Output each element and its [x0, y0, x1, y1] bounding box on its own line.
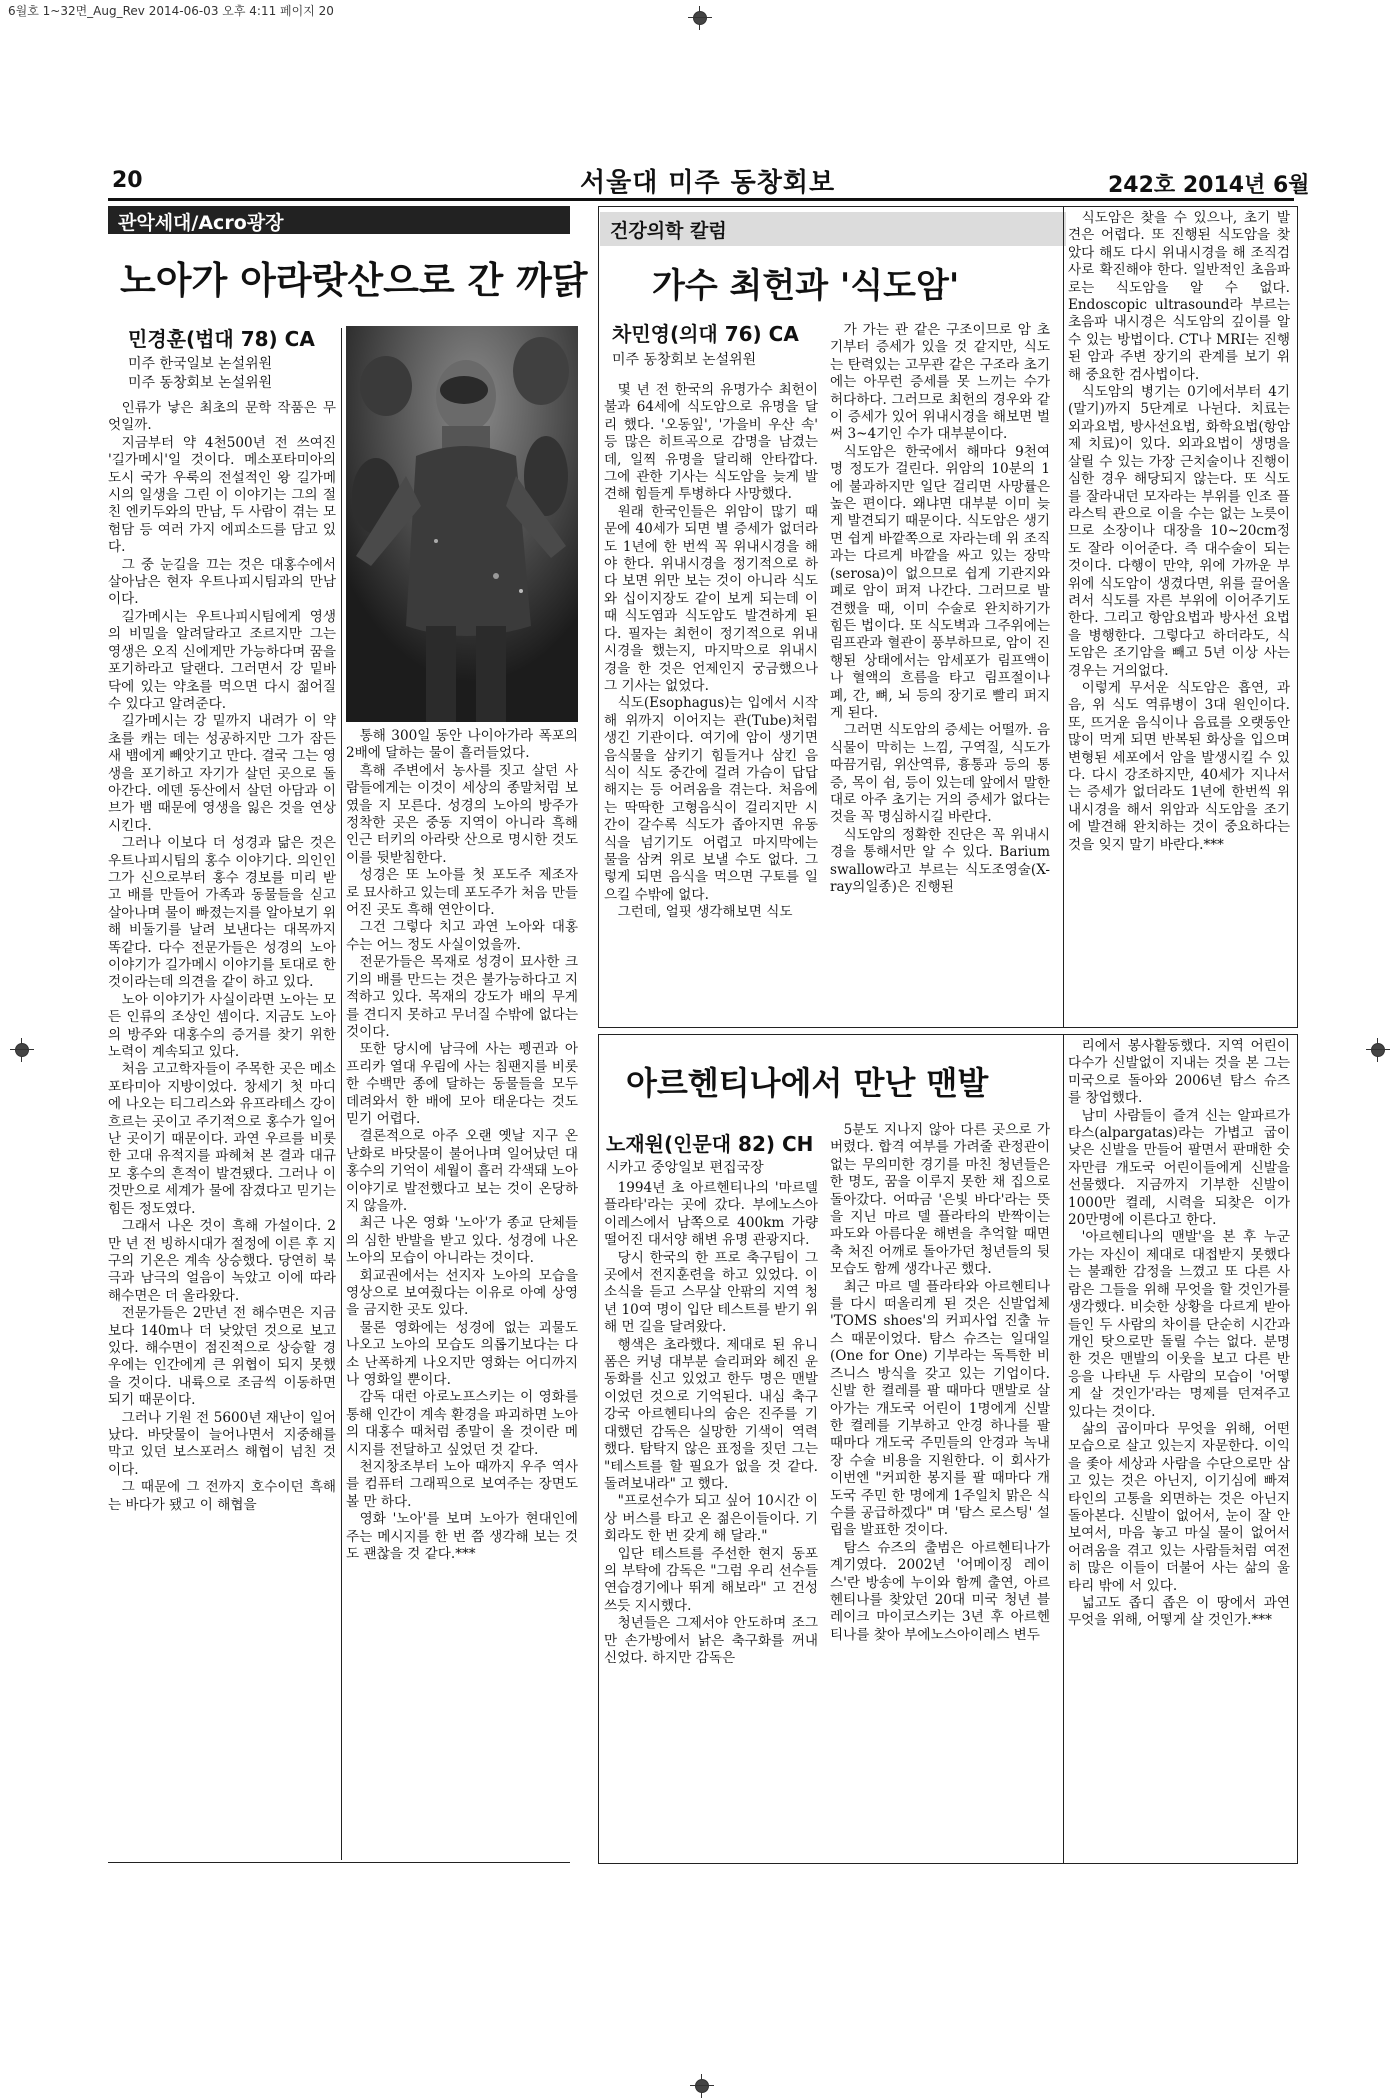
paragraph: 남미 사람들이 즐겨 신는 알파르가타스(alpargatas)라는 가볍고 굽이 낮은 신발을 만들어 팔면서 판매한 숫자만큼 개도국 어린이들에게 신발을 선물했다. 지금까지 기부한 신발이 1000만 켤레, 시력을 되찾은 이가 20만명에 이른다고 한다. — [1068, 1107, 1290, 1229]
paragraph: 흑해 주변에서 농사를 짓고 살던 사람들에게는 이것이 세상의 종말처럼 보였을 지 모른다. 성경의 노아의 방주가 정착한 곳은 중동 지역이 아니라 흑해 인근 터키의 아라랏 산으로 명시한 것도 이를 뒷받침한다. — [346, 762, 578, 866]
paragraph: 물론 영화에는 성경에 없는 괴물도 나오고 노아의 모습도 의롭기보다는 다소 난폭하게 나오지만 영화는 어디까지나 영화일 뿐이다. — [346, 1319, 578, 1389]
article3-headline: 아르헨티나에서 만난 맨발 — [626, 1064, 989, 1102]
article3-affiliation: 시카고 중앙일보 편집국장 — [606, 1160, 764, 1176]
paragraph: 식도암은 찾을 수 있으나, 초기 발견은 어렵다. 또 진행된 식도암을 찾았다 해도 다시 위내시경을 해 조직검사로 확진해야 한다. 일반적인 초음파로는 식도암을 알 수 없다. Endoscopic ultrasound라 부르는 초음파 내시경은 식도암의 깊이를 알 수 있는 방법이다. CT나 MRI는 진행된 암과 주변 장기의 관계를 보기 위해 중요한 검사법이다. — [1068, 210, 1290, 383]
paragraph: 가 가는 관 같은 구조이므로 암 초기부터 증세가 있을 것 같지만, 식도는 탄력있는 고무관 같은 구조라 초기에는 아무런 증세를 못 느끼는 수가 허다하다. 그러므로 최헌의 경우와 같이 증세가 있어 위내시경을 해보면 벌써 3~4기인 수가 대부분이다. — [830, 322, 1050, 443]
paragraph: 입단 테스트를 주선한 현지 동포의 부탁에 감독은 "그럼 우리 선수들 연습경기에나 뛰게 해보라" 고 건성 쓰듯 지시했다. — [604, 1545, 818, 1614]
article2-headline: 가수 최헌과 '식도암' — [652, 266, 960, 306]
paragraph: 길가메시는 강 밑까지 내려가 이 약초를 캐는 데는 성공하지만 그가 잠든 새 뱀에게 빼앗기고 만다. 결국 그는 영생을 포기하고 자기가 살던 곳으로 돌아간다. 에덴 동산에서 살던 아담과 이브가 뱀 때문에 영생을 잃은 것을 연상시킨다. — [108, 713, 336, 834]
article3-column-2 — [830, 1122, 1050, 1856]
article1-column-1 — [108, 400, 336, 1860]
registration-mark-icon — [688, 6, 712, 30]
paragraph: 그건 그렇다 치고 과연 노아와 대홍수는 어느 정도 사실이었을까. — [346, 919, 578, 953]
article1-bottom-rule — [108, 1862, 570, 1863]
paragraph: 노아 이야기가 사실이라면 노아는 모든 인류의 조상인 셈이다. 지금도 노아의 방주와 대홍수의 증거를 찾기 위한 노력이 계속되고 있다. — [108, 991, 336, 1061]
paragraph: 그 중 눈길을 끄는 것은 대홍수에서 살아남은 현자 우트나피시팀과의 만남이다. — [108, 556, 336, 608]
article1-column-2 — [346, 728, 578, 1860]
paragraph: 결론적으로 아주 오랜 옛날 지구 온난화로 바닷물이 불어나며 일어났던 대홍수의 기억이 세월이 흘러 각색돼 노아 이야기로 발전했다고 보는 것이 온당하지 않을까. — [346, 1128, 578, 1214]
paragraph: 청년들은 그제서야 안도하며 조그만 손가방에서 낡은 축구화를 꺼내 신었다. 하지만 감독은 — [604, 1615, 818, 1666]
paragraph: 이렇게 무서운 식도암은 흡연, 과음, 위 식도 역류병이 3대 원인이다. 또, 뜨거운 음식이나 음료를 오랫동안 많이 먹게 되면 반복된 화상을 입으며 변형된 세포에서 암을 발생시킬 수 있다. 다시 강조하지만, 40세가 지나서는 증세가 없더라도 1년에 한번씩 위내시경을 해서 위암과 식도암을 조기에 발견해 완치하는 것이 중요하다는 것을 잊지 말기 바란다.*** — [1068, 679, 1290, 853]
paragraph: 몇 년 전 한국의 유명가수 최헌이 불과 64세에 식도암으로 유명을 달리 했다. '오동잎', '가을비 우산 속' 등 많은 히트곡으로 감명을 남겼는데, 일찍 유명을 달리해 안타깝다. 그에 관한 기사는 식도암을 늦게 발견해 힘들게 투병하다 사망했다. — [604, 382, 818, 503]
article3-byline — [606, 1128, 813, 1178]
paragraph: 그래서 나온 것이 흑해 가설이다. 2만 년 전 빙하시대가 절정에 이른 후 지구의 기온은 계속 상승했다. 당연히 북극과 남극의 얼음이 녹았고 이에 따라 해수면은 더 올라왔다. — [108, 1218, 336, 1304]
paragraph: 성경은 또 노아를 첫 포도주 제조자로 묘사하고 있는데 포도주가 처음 만들어진 곳도 흑해 연안이다. — [346, 867, 578, 919]
paragraph: 1994년 초 아르헨티나의 '마르델 플라타'라는 곳에 갔다. 부에노스아이레스에서 남쪽으로 400km 가량 떨어진 대서양 해변 유명 관광지다. — [604, 1180, 818, 1249]
article3-author: 노재원(인문대 82) CH — [606, 1132, 814, 1156]
paragraph: 원래 한국인들은 위암이 많기 때문에 40세가 되면 별 증세가 없더라도 1년에 한 번씩 꼭 위내시경을 해야 한다. 위내시경을 정기적으로 하다 보면 위만 보는 것이 아니라 식도와 십이지장도 같이 보게 되는데 이때 식도염과 식도암도 발견하게 된다. 필자는 최헌이 정기적으로 위내시경을 했는지, 마지막으로 위내시경을 한 것은 언제인지 궁금했으나 그 기사는 없었다. — [604, 503, 818, 694]
paragraph: 식도암의 정확한 진단은 꼭 위내시경을 통해서만 알 수 있다. Barium swallow라고 부르는 식도조영술(X-ray의일종)은 진행된 — [830, 826, 1050, 895]
column-rule — [1063, 206, 1064, 1028]
paragraph: 회교권에서는 선지자 노아의 모습을 영상으로 보여줬다는 이유로 아예 상영을 금지한 곳도 있다. — [346, 1267, 578, 1319]
section-label-health: 건강의학 칼럼 — [600, 212, 1066, 246]
article2-affiliation: 미주 동창회보 논설위원 — [612, 352, 757, 368]
paragraph: 식도암은 한국에서 해마다 9천여 명 정도가 걸린다. 위암의 10분의 1에 불과하지만 일단 걸리면 사망률은 높은 편이다. 왜냐면 대부분 이미 늦게 발견되기 때문이다. 식도암은 생기면 쉽게 바깥쪽으로 자라는데 위 조직과는 다르게 바깥을 싸고 있는 장막(serosa)이 없으므로 쉽게 기관지와 폐로 암이 퍼져 나간다. 그러므로 발견했을 때, 이미 수술로 완치하기가 힘든 법이다. 또 식도벽과 그주위에는 림프관과 혈관이 풍부하므로, 암이 진행된 상태에서는 암세포가 림프액이나 혈액의 흐름을 타고 림프절이나 폐, 간, 뼈, 뇌 등의 장기로 빨리 퍼지게 된다. — [830, 443, 1050, 721]
article2-byline — [612, 318, 799, 370]
article1-affiliation-1: 미주 한국일보 논설위원 — [128, 356, 273, 372]
paragraph: 영화 '노아'를 보며 노아가 현대인에 주는 메시지를 한 번 쯤 생각해 보는 것도 괜찮을 것 같다.*** — [346, 1511, 578, 1563]
paragraph: 그러나 기원 전 5600년 재난이 일어났다. 바닷물이 늘어나면서 지중해를 막고 있던 보스포러스 해협이 넘친 것이다. — [108, 1409, 336, 1478]
paragraph: 삶의 곱이마다 무엇을 위해, 어떤 모습으로 살고 있는지 자문한다. 이익을 좇아 세상과 사람을 수단으로만 삼고 있는 것은 아닌지, 이기심에 빠져 타인의 고통을 외면하는 것은 아닌지 돌아본다. 신발이 없어서, 눈이 잘 안 보여서, 마음 놓고 마실 물이 없어서 어려움을 겪고 있는 사람들처럼 여전히 많은 이들이 더불어 사는 삶의 울타리 밖에 서 있다. — [1068, 1420, 1290, 1594]
column-rule — [1063, 1034, 1064, 1864]
issue-label: 242호 2014년 6월 — [1108, 173, 1310, 198]
article2-column-3 — [1068, 210, 1290, 1022]
article1-byline — [128, 323, 315, 393]
article1-headline: 노아가 아라랏산으로 간 까닭 — [120, 259, 588, 302]
noah-movie-still-image — [346, 326, 578, 722]
article2-author: 차민영(의대 76) CA — [612, 322, 799, 346]
paragraph: 통해 300일 동안 나이아가라 폭포의 2배에 달하는 물이 흘러들었다. — [346, 728, 578, 762]
paragraph: 그러나 이보다 더 성경과 닮은 것은 우트나피시팀의 홍수 이야기다. 의인인 그가 신으로부터 홍수 경보를 미리 받고 배를 만들어 가족과 동물들을 싣고 살아나며 물이 빠졌는지를 알아보기 위해 비둘기를 날려 보낸다는 대목까지 똑같다. 다수 전문가들은 성경의 노아 이야기가 길가메시 이야기를 토대로 한 것이라는데 의견을 같이 하고 있다. — [108, 835, 336, 991]
paragraph: 넓고도 좁디 좁은 이 땅에서 과연 무엇을 위해, 어떻게 살 것인가.*** — [1068, 1595, 1290, 1629]
article1-author: 민경훈(법대 78) CA — [128, 327, 315, 351]
paragraph: 5분도 지나지 않아 다른 곳으로 가버렸다. 합격 여부를 가려줄 관정관이 없는 무의미한 경기를 마친 청년들은 한 명도, 꿈을 이루지 못한 채 집으로 돌아갔다. 어따금 '은빛 바다'라는 뜻을 지닌 마르 델 플라타의 반짝이는 파도와 아름다운 해변을 추억할 때면 축 처진 어깨로 돌아가던 청년들의 뒷모습도 함께 생각나곤 했다. — [830, 1122, 1050, 1278]
article1-photo — [346, 326, 578, 722]
paragraph: 탐스 슈즈의 출범은 아르헨티나가 계기였다. 2002년 '어메이징 레이스'란 방송에 누이와 함께 출연, 아르헨티나를 찾았던 20대 미국 청년 블레이크 마이코스키는 3년 후 아르헨티나를 찾아 부에노스아이레스 변두 — [830, 1539, 1050, 1643]
article2-column-2 — [830, 322, 1050, 1022]
paragraph: 전문가들은 2만년 전 해수면은 지금보다 140m나 더 낮았던 것으로 보고 있다. 해수면이 점진적으로 상승할 경우에는 인간에게 큰 위협이 되지 못했을 것이다. 내륙으로 조금씩 이동하면 되기 때문이다. — [108, 1305, 336, 1409]
paragraph: 그런데, 얼핏 생각해보면 식도 — [617, 904, 793, 921]
paragraph: 최근 나온 영화 '노아'가 종교 단체들의 심한 반발을 받고 있다. 성경에 나온 노아의 모습이 아니라는 것이다. — [346, 1215, 578, 1267]
paragraph: 길가메시는 우트나피시팀에게 영생의 비밀을 알려달라고 조르지만 그는 영생은 오직 신에게만 가능하다며 꿈을 포기하라고 달랜다. 그러면서 강 밑바닥에 있는 약초를 먹으면 다시 젊어질 수 있다고 알려준다. — [108, 608, 336, 712]
paragraph: 당시 한국의 한 프로 축구팀이 그 곳에서 전지훈련을 하고 있었다. 이 소식을 듣고 스무살 안팎의 지역 청년 10여 명이 입단 테스트를 받기 위해 먼 길을 달려왔다. — [604, 1249, 818, 1336]
paragraph: 감독 대런 아로노프스키는 이 영화를 통해 인간이 계속 환경을 파괴하면 노아의 대홍수 때처럼 종말이 올 것이란 메시지를 전달하고 싶었던 것 같다. — [346, 1389, 578, 1458]
article1-affiliation-2: 미주 동창회보 논설위원 — [128, 375, 273, 391]
page-number: 20 — [112, 168, 143, 193]
paragraph: 그 때문에 그 전까지 호수이던 흑해는 바다가 됐고 이 해협을 — [108, 1479, 336, 1513]
paragraph: 전문가들은 목재로 성경이 묘사한 크기의 배를 만드는 것은 불가능하다고 지적하고 있다. 목재의 강도가 배의 무게를 견디지 못하고 무너질 수밖에 없다는 것이다. — [346, 954, 578, 1040]
paragraph: 또한 당시에 남극에 사는 펭귄과 아프리카 열대 우림에 사는 침팬지를 비롯한 수백만 종에 달하는 동물들을 모두 데려와서 한 배에 모아 태운다는 것도 믿기 어렵다. — [346, 1041, 578, 1127]
article3-column-3 — [1068, 1038, 1290, 1856]
paragraph: 그러면 식도암의 증세는 어떨까. 음식물이 막히는 느낌, 구역질, 식도가 따끔거림, 위산역류, 흉통과 등의 통증, 목이 쉼, 등이 있는데 앞에서 말한 대로 아주 초기는 거의 증세가 없다는 것을 꼭 명심하시길 바란다. — [830, 722, 1050, 826]
article3-column-1 — [604, 1180, 818, 1856]
paragraph: 식도(Esophagus)는 입에서 시작해 위까지 이어지는 관(Tube)처럼 생긴 기관이다. 여기에 암이 생기면 음식물을 삼키기 힘들거나 삼킨 음식이 식도 중간에 걸려 가슴이 답답해지는 등 어려움을 겪는다. 처음에는 딱딱한 고형음식이 걸리지만 시간이 갈수록 식도가 좁아지면 유동식을 넘기기도 어렵고 마지막에는 물을 삼켜 위로 보낼 수도 없다. 그렇게 되면 음식을 먹으면 구토를 일으킬 수밖에 없다. — [604, 695, 818, 903]
column-rule — [341, 328, 342, 1860]
section-label-acro: 관악세대/Acro광장 — [108, 206, 570, 234]
paragraph: 최근 마르 델 플라타와 아르헨티나를 다시 떠올리게 된 것은 신발업체 'TOMS shoes'의 커피사업 진출 뉴스 때문이었다. 탐스 슈즈는 일대일(One for One) 기부라는 독특한 비즈니스 방식을 갖고 있는 기업이다. 신발 한 켤레를 팔 때마다 맨발로 살아가는 개도국 어린이 1명에게 신발한 켤레를 기부하고 안경 하나를 팔 때마다 개도국 주민들의 안경과 녹내장 수술 비용을 지원한다. 이 회사가 이번엔 "커피한 봉지를 팔 때마다 개도국 주민 한 명에게 1주일치 맑은 식수를 공급하겠다" 며 '탐스 로스팅' 설립을 발표한 것이다. — [830, 1278, 1050, 1539]
header-rule — [108, 198, 1294, 201]
paragraph: 지금부터 약 4천500년 전 쓰여진 '길가메시'일 것이다. 메소포타미아의 도시 국가 우룩의 전설적인 왕 길가메시의 일생을 그린 이 이야기는 그의 절친 엔키두와의 만남, 두 사람이 겪는 모험담 등 여러 가지 에피소드를 담고 있다. — [108, 434, 336, 556]
paragraph: 인류가 낳은 최초의 문학 작품은 무엇일까. — [108, 400, 336, 434]
paragraph: 처음 고고학자들이 주목한 곳은 메소포타미아 지방이었다. 창세기 첫 마디에 나오는 티그리스와 유프라테스 강이 흐르는 곳이고 주기적으로 홍수가 일어난 곳이기 때문이다. 과연 우르를 비롯한 고대 유적지를 파헤쳐 본 결과 대규모 홍수의 흔적이 발견됐다. 그러나 이것만으로 세계가 물에 잠겼다고 믿기는 힘든 정도였다. — [108, 1061, 336, 1217]
registration-mark-icon — [10, 1038, 34, 1062]
paragraph: 행색은 초라했다. 제대로 된 유니폼은 커녕 대부분 슬리퍼와 헤진 운동화를 신고 있었고 한두 명은 맨발이었던 것으로 기억된다. 내심 축구 강국 아르헨티나의 숨은 진주를 기대했던 감독은 실망한 기색이 역력했다. 탐탁지 않은 표정을 짓던 그는 "테스트를 할 필요가 없을 것 같다. 돌려보내라" 고 했다. — [604, 1336, 818, 1492]
paragraph: 리에서 봉사활동했다. 지역 어린이 다수가 신발없이 지내는 것을 본 그는 미국으로 돌아와 2006년 탐스 슈즈를 창업했다. — [1068, 1038, 1290, 1107]
article2-column-1 — [604, 382, 818, 1022]
registration-mark-icon — [1366, 1038, 1390, 1062]
paragraph: 식도암의 병기는 0기에서부터 4기(말기)까지 5단계로 나뉜다. 치료는 외과요법, 방사선요법, 화학요법(항암제 치료)이 있다. 외과요법이 생명을 살릴 수 있는 가장 근치술이나 진행이 심한 경우 해당되지 않는다. 또 식도를 잘라내던 모자라는 부위를 인조 플라스틱 관으로 이을 수는 없는 노릇이므로 소장이나 대장을 10~20cm정도 잘라 이어준다. 즉 대수술이 되는 것이다. 다행이 만약, 위에 가까운 부위에 식도암이 생겼다면, 위를 끌어올려서 식도를 자른 부위에 이어주기도 한다. 그리고 항암요법과 방사선 요법을 병행한다. 그렇다고 하더라도, 식도암은 조기암을 빼고 5년 이상 사는 경우는 거의없다. — [1068, 384, 1290, 679]
paragraph: "프로선수가 되고 싶어 10시간 이상 버스를 타고 온 젊은이들이다. 기회라도 한 번 갖게 해 달라." — [604, 1493, 818, 1545]
print-slug: 6월호 1~32면_Aug_Rev 2014-06-03 오후 4:11 페이지 20 — [8, 4, 334, 18]
paragraph: 천지창조부터 노아 때까지 우주 역사를 컴퓨터 그래픽으로 보여주는 장면도 볼 만 하다. — [346, 1459, 578, 1510]
paper-title: 서울대 미주 동창회보 — [580, 168, 836, 198]
registration-mark-icon — [690, 2074, 714, 2098]
paragraph: '아르헨티나의 맨발'을 본 후 누군가는 자신이 제대로 대접받지 못했다는 불쾌한 감정을 느꼈고 또 다른 사람은 그들을 위해 무엇을 할 것인가를 생각했다. 비슷한 상황을 다르게 받아들인 두 사람의 차이를 단순히 시간과 개인 탓으로만 돌릴 수는 없다. 분명한 것은 맨발의 이웃을 보고 다른 반응을 나타낸 두 사람의 모습이 '어떻게 살 것인가'라는 명제를 던져주고 있다는 것이다. — [1068, 1229, 1290, 1420]
